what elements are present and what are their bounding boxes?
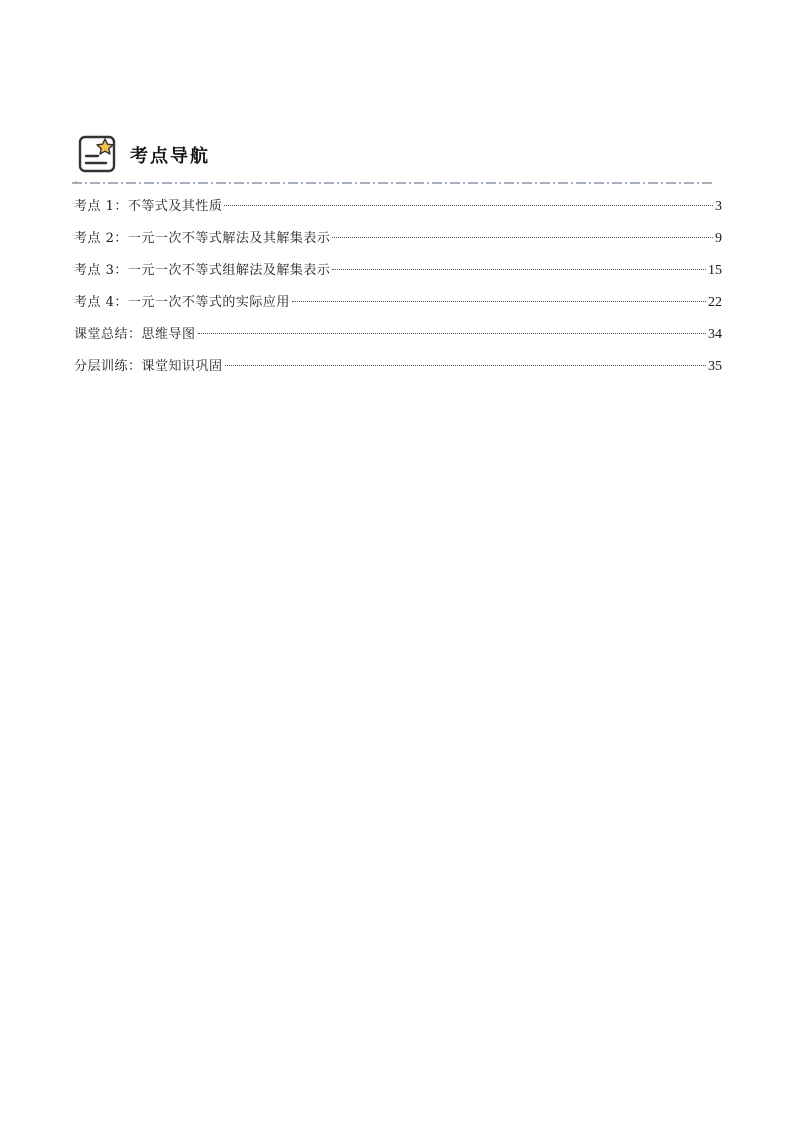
- toc-leader-dots: [198, 333, 706, 334]
- toc-item-label: 考点 3：一元一次不等式组解法及解集表示: [74, 263, 331, 278]
- toc-item[interactable]: [74, 195, 722, 227]
- toc-leader-dots: [332, 269, 706, 270]
- toc-leader-dots: [225, 365, 706, 366]
- toc-item-label: 课堂总结：思维导图: [74, 327, 196, 342]
- toc-item-page: 15: [708, 263, 722, 278]
- section-header: [78, 134, 210, 176]
- toc-leader-dots: [332, 237, 713, 238]
- toc-item-label: 考点 4：一元一次不等式的实际应用: [74, 295, 290, 310]
- toc-item-page: 9: [715, 231, 722, 246]
- toc-item[interactable]: [74, 355, 722, 387]
- header-divider: [72, 181, 712, 185]
- toc-item[interactable]: [74, 323, 722, 355]
- table-of-contents: [74, 195, 722, 387]
- toc-item[interactable]: [74, 227, 722, 259]
- toc-item[interactable]: [74, 259, 722, 291]
- toc-item[interactable]: [74, 291, 722, 323]
- toc-item-page: 3: [715, 199, 722, 214]
- toc-item-page: 22: [708, 295, 722, 310]
- list-star-icon: [78, 135, 118, 175]
- toc-item-label: 分层训练：课堂知识巩固: [74, 359, 223, 374]
- toc-item-label: 考点 1：不等式及其性质: [74, 199, 223, 214]
- page-title: 考点导航: [130, 146, 210, 167]
- toc-item-label: 考点 2：一元一次不等式解法及其解集表示: [74, 231, 331, 246]
- toc-item-page: 35: [708, 359, 722, 374]
- toc-leader-dots: [292, 301, 706, 302]
- toc-item-page: 34: [708, 327, 722, 342]
- toc-leader-dots: [224, 205, 713, 206]
